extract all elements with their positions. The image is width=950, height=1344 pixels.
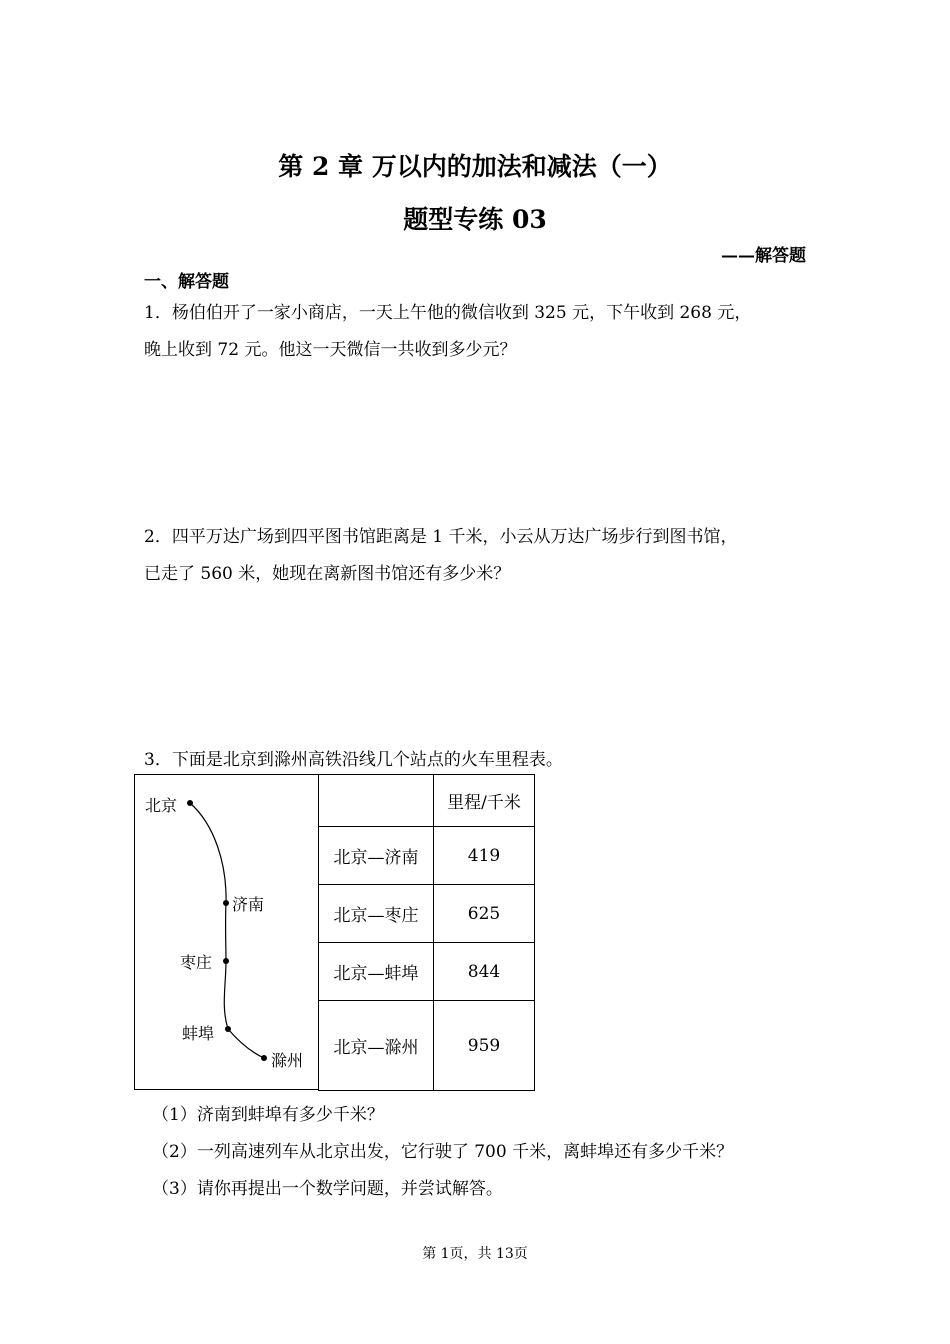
city-label-jinan: 济南 [232,895,265,914]
table-row [319,827,535,885]
city-label-bengbu: 蚌埠 [182,1024,215,1043]
railway-route-line [190,803,264,1058]
table-row [319,1001,535,1091]
station-dot-bengbu [225,1026,231,1032]
table-header-cell: 里程/千米 [434,775,535,827]
route-cell: 北京—枣庄 [319,885,434,943]
table-header-row [319,775,535,827]
question-2-line-1: 2．四平万达广场到四平图书馆距离是 1 千米，小云从万达广场步行到图书馆， [144,527,738,547]
route-line-svg [135,775,319,1091]
distance-cell: 625 [434,885,535,943]
table-row [319,943,535,1001]
table-row [319,885,535,943]
station-dot-jinan [223,900,229,906]
table-header-cell [319,775,434,827]
city-label-beijing: 北京 [145,796,178,815]
sub-question-1: （1）济南到蚌埠有多少千米？ [152,1105,384,1125]
question-3-line-1: 3．下面是北京到滁州高铁沿线几个站点的火车里程表。 [144,750,563,770]
sub-question-2: （2）一列高速列车从北京出发，它行驶了 700 千米，离蚌埠还有多少千米？ [152,1142,734,1162]
question-2-line-2: 已走了 560 米，她现在离新图书馆还有多少米？ [144,564,511,584]
route-map [134,774,318,1090]
station-dot-zaozhuang [223,958,229,964]
distance-cell: 844 [434,943,535,1001]
station-dot-beijing [187,800,193,806]
section-heading: 一、解答题 [144,272,229,292]
question-1-line-1: 1．杨伯伯开了一家小商店，一天上午他的微信收到 325 元，下午收到 268 元， [144,303,752,323]
route-cell: 北京—蚌埠 [319,943,434,1001]
city-label-chuzhou: 滁州 [271,1051,304,1070]
route-cell: 北京—济南 [319,827,434,885]
question-1-line-2: 晚上收到 72 元。他这一天微信一共收到多少元？ [144,340,517,360]
route-cell: 北京—滁州 [319,1001,434,1091]
page-footer: 第 1页，共 13页 [422,1246,528,1262]
page-subtitle: 题型专练 03 [403,205,547,234]
distance-cell: 419 [434,827,535,885]
city-label-zaozhuang: 枣庄 [180,953,213,972]
distance-cell: 959 [434,1001,535,1091]
mileage-table [318,774,535,1091]
page-title: 第 2 章 万以内的加法和减法（一） [278,152,672,181]
question-type-label: ——解答题 [721,246,806,266]
sub-question-3: （3）请你再提出一个数学问题，并尝试解答。 [152,1179,503,1199]
station-dot-chuzhou [261,1055,267,1061]
